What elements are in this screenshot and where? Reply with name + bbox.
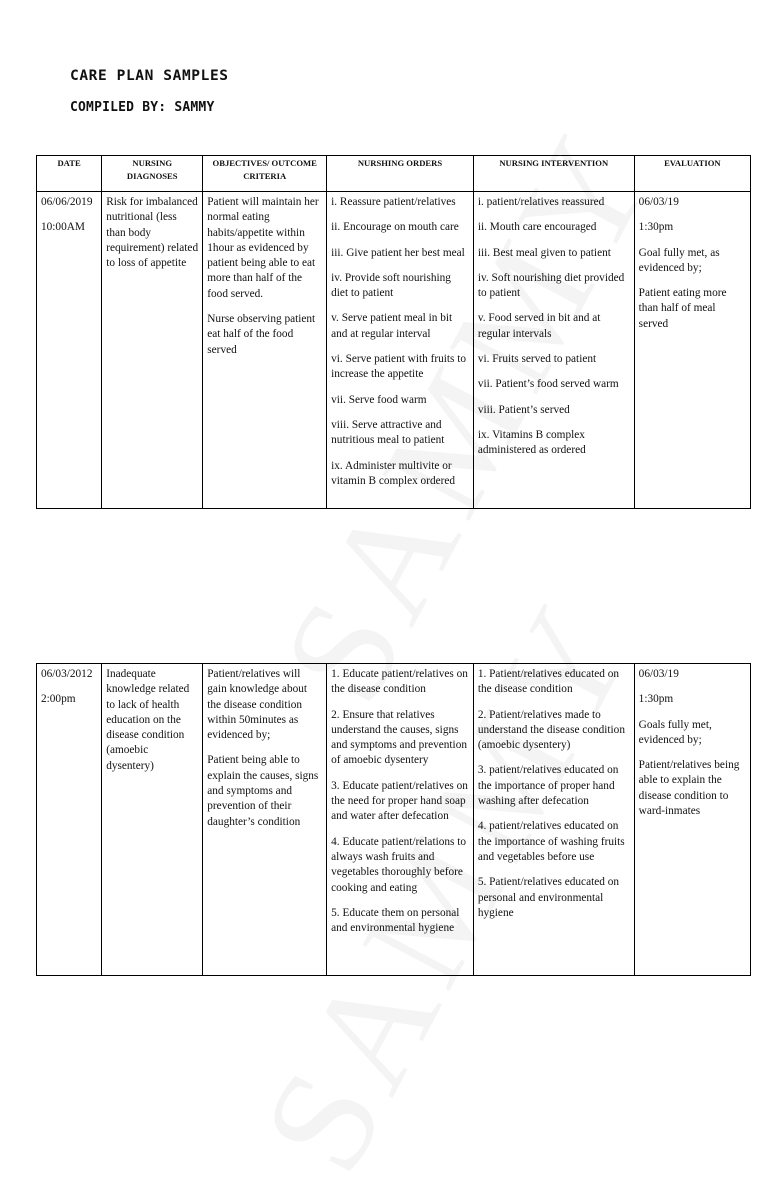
date-cell: [37, 192, 102, 509]
cell-paragraph: 06/03/19: [638, 196, 679, 208]
cell-paragraph: Patient eating more than half of meal served: [638, 287, 727, 330]
column-header-evaluation: EVALUATION: [634, 156, 750, 192]
cell-paragraph: Patient/relatives will gain knowledge about the disease condition within 50minutes as evidenced by;: [207, 668, 308, 742]
cell-paragraph: Goals fully met, evidenced by;: [638, 718, 712, 746]
care-plan-table-2: [36, 663, 751, 976]
column-header-intervention: NURSING INTERVENTION: [473, 156, 634, 192]
cell-paragraph: 5. Patient/relatives educated on personal and environmental hygiene: [477, 876, 620, 919]
cell-paragraph: iii. Best meal given to patient: [477, 246, 611, 259]
table-row: [37, 664, 751, 976]
cell-paragraph: 5. Educate them on personal and environmental hygiene: [331, 906, 460, 935]
date-cell: [37, 664, 102, 976]
cell-paragraph: vii. Patient’s food served warm: [477, 378, 619, 391]
intervention-cell: [473, 192, 634, 509]
column-header-date: DATE: [37, 156, 102, 192]
cell-paragraph: 1. Educate patient/relatives on the disease condition: [331, 668, 468, 696]
cell-paragraph: 2. Ensure that relatives understand the causes, signs and symptoms and prevention of amoebic dysentery: [331, 708, 467, 767]
cell-paragraph: 1:30pm: [638, 693, 674, 706]
cell-paragraph: vi. Fruits served to patient: [477, 353, 597, 366]
cell-paragraph: ix. Administer multivite or vitamin B complex ordered: [331, 459, 456, 487]
evaluation-cell: [634, 664, 750, 976]
column-header-objectives: OBJECTIVES/ OUTCOME CRITERIA: [203, 156, 327, 192]
intervention-cell: [473, 664, 634, 976]
cell-paragraph: ii. Mouth care encouraged: [477, 221, 597, 234]
cell-paragraph: i. patient/relatives reassured: [477, 196, 605, 208]
cell-paragraph: ix. Vitamins B complex administered as ordered: [477, 428, 586, 457]
column-header-orders: NURSHING ORDERS: [327, 156, 474, 192]
cell-paragraph: vii. Serve food warm: [331, 393, 427, 406]
document-title: CARE PLAN SAMPLES: [70, 68, 229, 84]
diagnoses-cell: [102, 192, 203, 509]
table-row: [37, 192, 751, 509]
cell-paragraph: v. Food served in bit and at regular intervals: [477, 312, 601, 340]
cell-paragraph: 3. Educate patient/relatives on the need for proper hand soap and water after defecation: [331, 779, 468, 823]
table-header-row: [37, 156, 751, 192]
column-header-diagnoses: NURSING DIAGNOSES: [102, 156, 203, 192]
cell-paragraph: ii. Encourage on mouth care: [331, 221, 459, 234]
cell-paragraph: 2. Patient/relatives made to understand the disease condition (amoebic dysentery): [477, 708, 625, 752]
objectives-cell: [203, 192, 327, 509]
cell-paragraph: 06/06/2019: [41, 196, 93, 208]
cell-paragraph: 4. Educate patient/relations to always wash fruits and vegetables thoroughly before cooking and eating: [331, 835, 467, 894]
cell-paragraph: 1. Patient/relatives educated on the disease condition: [477, 668, 620, 696]
cell-paragraph: Patient will maintain her normal eating habits/appetite within 1hour as evidenced by patient being able to eat more than half of the food served.: [207, 196, 319, 300]
cell-paragraph: viii. Patient’s served: [477, 403, 570, 416]
orders-cell: [327, 664, 474, 976]
cell-paragraph: 06/03/19: [638, 668, 679, 680]
orders-cell: [327, 192, 474, 509]
cell-paragraph: 06/03/2012: [41, 668, 93, 680]
compiled-by: COMPILED BY: SAMMY: [70, 100, 215, 115]
cell-paragraph: 3. patient/relatives educated on the importance of proper hand washing after defecation: [477, 764, 619, 808]
objectives-cell: [203, 664, 327, 976]
cell-paragraph: iii. Give patient her best meal: [331, 246, 465, 259]
cell-paragraph: 10:00AM: [41, 221, 85, 234]
cell-paragraph: Nurse observing patient eat half of the food served: [207, 313, 316, 356]
diagnoses-cell: [102, 664, 203, 976]
cell-paragraph: viii. Serve attractive and nutritious meal to patient: [331, 418, 445, 447]
cell-paragraph: vi. Serve patient with fruits to increase the appetite: [331, 353, 467, 381]
evaluation-cell: [634, 192, 750, 509]
cell-paragraph: i. Reassure patient/relatives: [331, 196, 456, 208]
care-plan-table-1: [36, 155, 751, 509]
cell-paragraph: Patient/relatives being able to explain the disease condition to ward-inmates: [638, 759, 740, 818]
cell-paragraph: Inadequate knowledge related to lack of health education on the disease condition (amoebic dysentery): [106, 668, 190, 772]
cell-paragraph: iv. Soft nourishing diet provided to patient: [477, 271, 625, 300]
cell-paragraph: 1:30pm: [638, 221, 674, 234]
cell-paragraph: Goal fully met, as evidenced by;: [638, 246, 720, 274]
cell-paragraph: Patient being able to explain the causes, signs and symptoms and prevention of their daughter’s condition: [207, 754, 319, 828]
cell-paragraph: 4. patient/relatives educated on the importance of washing fruits and vegetables before use: [477, 820, 625, 863]
cell-paragraph: 2:00pm: [41, 693, 76, 706]
cell-paragraph: Risk for imbalanced nutritional (less than body requirement) related to loss of appetite: [106, 196, 199, 270]
cell-paragraph: v. Serve patient meal in bit and at regular interval: [331, 312, 453, 340]
cell-paragraph: iv. Provide soft nourishing diet to patient: [331, 271, 451, 300]
